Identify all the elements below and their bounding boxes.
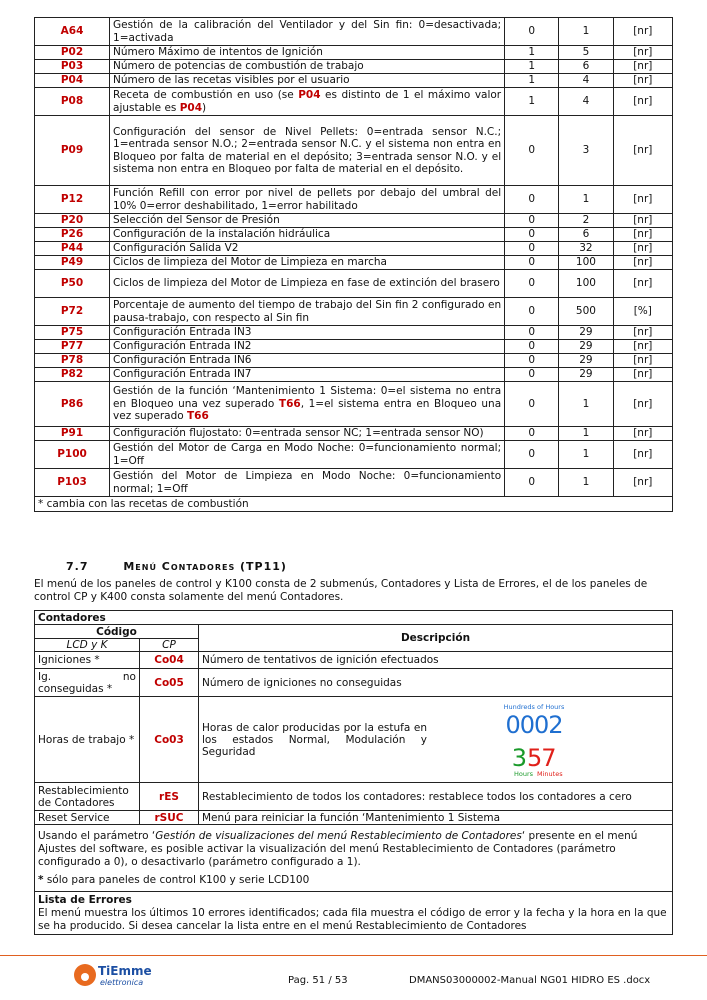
parameter-unit: [nr] [613,354,672,368]
parameter-min: 0 [505,427,559,441]
parameter-row [35,368,673,382]
parameter-row [35,354,673,368]
parameter-row [35,186,673,214]
parameter-max: 3 [559,116,613,186]
parameter-max: 29 [559,326,613,340]
parameter-row [35,228,673,242]
parameter-unit: [nr] [613,214,672,228]
parameter-unit: [nr] [613,116,672,186]
counter-description: Menú para reiniciar la función ‘Mantenimiento 1 Sistema [199,811,673,825]
parameter-description: Gestión de la calibración del Ventilador y del Sin fin: 0=desactivada; 1=activada [110,18,505,46]
parameter-description: Ciclos de limpieza del Motor de Limpieza en fase de extinción del brasero [110,270,505,298]
parameter-description-text: , 1=el sistema entra en Bloqueo una vez superado [113,397,502,423]
parameter-description: Gestión del Motor de Carga en Modo Noche: 0=funcionamiento normal; 1=Off [110,441,505,469]
company-logo [74,962,164,992]
section-number: 7.7 [66,560,89,573]
parameter-max: 29 [559,340,613,354]
logo-circle-icon [74,964,96,986]
counter-lcd-name: Ig. no conseguidas * [35,669,140,697]
parameter-description: Número Máximo de intentos de Ignición [110,46,505,60]
note-text: Usando el parámetro ‘ [38,830,156,842]
parameter-code: P72 [35,298,110,326]
counters-table [34,610,673,935]
counter-lcd-name: Igniciones * [35,652,140,669]
parameter-row [35,88,673,116]
parameter-code: P09 [35,116,110,186]
parameter-row [35,441,673,469]
parameter-unit: [nr] [613,60,672,74]
parameter-max: 100 [559,256,613,270]
parameter-max: 100 [559,270,613,298]
parameter-min: 0 [505,469,559,497]
parameter-description [110,382,505,427]
note-star-text: sólo para paneles de control K100 y serie LCD100 [43,874,310,886]
parameter-reference: P04 [179,101,203,114]
note-star: * [38,874,44,886]
parameter-code: P77 [35,340,110,354]
section-title: Menú Contadores (TP11) [123,560,287,573]
minutes-label: Minutes [537,769,563,778]
parameter-min: 0 [505,242,559,256]
parameter-min: 1 [505,60,559,74]
page-number: Pag. 51 / 53 [288,975,348,986]
parameter-code: P26 [35,228,110,242]
parameter-min: 0 [505,270,559,298]
parameter-max: 1 [559,186,613,214]
parameter-max: 1 [559,18,613,46]
parameter-unit: [nr] [613,88,672,116]
errors-text: El menú muestra los últimos 10 errores identificados; cada fila muestra el código de error y la fecha y la hora en la que se ha producido. Si desea cancelar la lista entre en el menú Restablecimiento de Contadores [38,907,667,932]
hours-value: 3 [511,743,527,772]
parameter-code: P50 [35,270,110,298]
parameter-description: Número de las recetas visibles por el usuario [110,74,505,88]
parameter-max: 5 [559,46,613,60]
minutes-value: 57 [527,743,556,772]
parameter-row [35,18,673,46]
counter-cp-code: rES [140,783,199,811]
parameter-unit: [nr] [613,18,672,46]
parameter-row [35,60,673,74]
hundreds-of-hours-value: 0002 [505,710,563,739]
parameter-max: 1 [559,382,613,427]
lcd-header: LCD y K [35,639,140,652]
counters-note-paragraph [38,830,669,869]
parameter-max: 1 [559,441,613,469]
note-italic-text: Gestión de visualizaciones del menú Restablecimiento de Contadores [155,830,522,842]
parameter-footnote-row [35,497,673,512]
parameter-code: P100 [35,441,110,469]
parameter-reference: P04 [298,89,321,101]
parameter-row [35,340,673,354]
parameter-min: 0 [505,298,559,326]
code-header: Código [35,625,199,639]
parameter-unit: [nr] [613,340,672,354]
parameter-max: 4 [559,88,613,116]
counter-description: Número de tentativos de ignición efectuados [199,652,673,669]
parameter-code: P82 [35,368,110,382]
counter-description: Número de igniciones no conseguidas [199,669,673,697]
parameter-description: Configuración flujostato: 0=entrada sensor NC; 1=entrada sensor NO) [110,427,505,441]
parameter-code: P91 [35,427,110,441]
parameter-max: 1 [559,427,613,441]
hundreds-of-hours-label: Hundreds of Hours [503,702,565,711]
parameter-max: 29 [559,354,613,368]
parameter-description: Selección del Sensor de Presión [110,214,505,228]
parameter-row [35,298,673,326]
parameter-row [35,242,673,256]
parameter-description: Porcentaje de aumento del tiempo de trabajo del Sin fin 2 configurado en pausa-trabajo, con respecto al Sin fin [110,298,505,326]
counters-star-note [38,874,669,887]
parameter-description [110,88,505,116]
parameter-max: 6 [559,228,613,242]
parameter-reference: T66 [187,410,209,423]
parameter-min: 0 [505,214,559,228]
parameter-min: 0 [505,326,559,340]
parameter-unit: [nr] [613,441,672,469]
parameter-code: P12 [35,186,110,214]
parameter-unit: [nr] [613,46,672,60]
counter-cp-code: Co05 [140,669,199,697]
parameter-unit: [nr] [613,326,672,340]
parameter-min: 0 [505,18,559,46]
parameter-max: 500 [559,298,613,326]
parameters-table [34,17,673,512]
counter-lcd-name: Reset Service [35,811,140,825]
parameter-description: Configuración del sensor de Nivel Pellets: 0=entrada sensor N.C.; 1=entrada sensor N.O.; 2=entrada sensor N.C. y el sistema non entra en Bloqueo por falta de material en el depósito; 3=entrada sensor N.O. y el sistema non entra en Bloqueo por falta de material en el depósito. [110,116,505,186]
parameter-min: 0 [505,340,559,354]
parameter-footnote: * cambia con las recetas de combustión [35,497,673,512]
note-text: ‘ presente en el menú Ajustes del software, es posible activar la visualización del menú Restablecimiento de Contadores (parámetro configurado a 0), o desactivarlo (parámetro configurado a 1). [38,830,638,868]
counter-lcd-name: Horas de trabajo * [35,697,140,783]
errors-title: Lista de Errores [38,894,132,906]
logo-text: TiEmme [98,964,152,978]
parameter-row [35,427,673,441]
parameter-row [35,116,673,186]
parameter-min: 0 [505,382,559,427]
counter-cp-code: Co04 [140,652,199,669]
document-name: DMANS03000002-Manual NG01 HIDRO ES .docx [409,975,651,986]
parameter-description-text: Gestión de la función ‘Mantenimiento 1 Sistema: 0=el sistema no entra en Bloqueo una vez superado [113,385,502,410]
parameter-unit: [nr] [613,256,672,270]
description-header: Descripción [199,625,673,652]
parameter-code: P02 [35,46,110,60]
counter-description-cell [199,697,673,783]
parameter-row [35,469,673,497]
parameter-unit: [nr] [613,186,672,214]
parameter-code: P08 [35,88,110,116]
parameter-unit: [nr] [613,270,672,298]
parameter-description: Función Refill con error por nivel de pellets por debajo del umbral del 10% 0=error deshabilitado, 1=error habilitado [110,186,505,214]
errors-section [35,892,673,935]
parameter-unit: [%] [613,298,672,326]
hours-label: Hours [514,769,534,778]
counter-description: Restablecimiento de todos los contadores: restablece todos los contadores a cero [199,783,673,811]
parameter-description: Configuración Entrada IN7 [110,368,505,382]
parameter-min: 0 [505,228,559,242]
parameter-code: P44 [35,242,110,256]
parameter-min: 0 [505,354,559,368]
parameter-max: 2 [559,214,613,228]
parameter-max: 1 [559,469,613,497]
parameter-description-text: es distinto de 1 el máximo valor ajustable es [113,89,502,114]
parameter-description: Ciclos de limpieza del Motor de Limpieza en marcha [110,256,505,270]
parameter-code: P103 [35,469,110,497]
parameter-max: 6 [559,60,613,74]
parameter-description: Gestión del Motor de Limpieza en Modo Noche: 0=funcionamiento normal; 1=Off [110,469,505,497]
hour-counter-display [489,700,609,780]
parameter-row [35,382,673,427]
parameter-description: Número de potencias de combustión de trabajo [110,60,505,74]
parameter-description: Configuración Entrada IN2 [110,340,505,354]
section-heading [66,560,287,573]
parameter-row [35,46,673,60]
parameter-max: 29 [559,368,613,382]
parameter-description: Configuración Entrada IN6 [110,354,505,368]
parameter-min: 0 [505,441,559,469]
parameter-unit: [nr] [613,368,672,382]
parameter-description: Configuración Entrada IN3 [110,326,505,340]
counter-cp-code: Co03 [140,697,199,783]
parameter-unit: [nr] [613,469,672,497]
parameter-max: 32 [559,242,613,256]
parameter-code: A64 [35,18,110,46]
footer-divider [0,955,707,956]
counter-cp-code: rSUC [140,811,199,825]
counter-description: Horas de calor producidas por la estufa en los estados Normal, Modulación y Seguridad [202,721,427,758]
cp-header: CP [140,639,199,652]
parameter-code: P20 [35,214,110,228]
parameter-code: P75 [35,326,110,340]
parameter-row [35,214,673,228]
parameter-description: Configuración Salida V2 [110,242,505,256]
parameter-unit: [nr] [613,74,672,88]
parameter-description: Configuración de la instalación hidráulica [110,228,505,242]
parameter-min: 1 [505,74,559,88]
parameter-code: P04 [35,74,110,88]
counters-note [35,825,673,892]
parameter-min: 0 [505,368,559,382]
parameter-unit: [nr] [613,382,672,427]
parameter-reference: T66 [278,397,301,410]
parameter-min: 1 [505,46,559,60]
logo-subtext: elettronica [100,978,144,987]
parameter-min: 0 [505,116,559,186]
counter-lcd-name: Restablecimiento de Contadores [35,783,140,811]
parameter-min: 1 [505,88,559,116]
parameter-row [35,256,673,270]
parameter-description-text: Receta de combustión en uso (se [113,89,299,101]
section-intro: El menú de los paneles de control y K100 consta de 2 submenús, Contadores y Lista de Errores, el de los paneles de control CP y K400 consta solamente del menú Contadores. [34,578,648,603]
hour-counter-svg [489,700,609,780]
parameter-min: 0 [505,256,559,270]
parameter-unit: [nr] [613,242,672,256]
parameter-code: P78 [35,354,110,368]
parameter-max: 4 [559,74,613,88]
parameter-code: P03 [35,60,110,74]
parameter-row [35,326,673,340]
parameter-row [35,74,673,88]
parameter-unit: [nr] [613,228,672,242]
counters-title: Contadores [35,611,673,625]
parameter-row [35,270,673,298]
parameter-code: P49 [35,256,110,270]
parameter-min: 0 [505,186,559,214]
parameter-code: P86 [35,382,110,427]
parameter-description-text: ) [202,101,207,114]
parameter-unit: [nr] [613,427,672,441]
